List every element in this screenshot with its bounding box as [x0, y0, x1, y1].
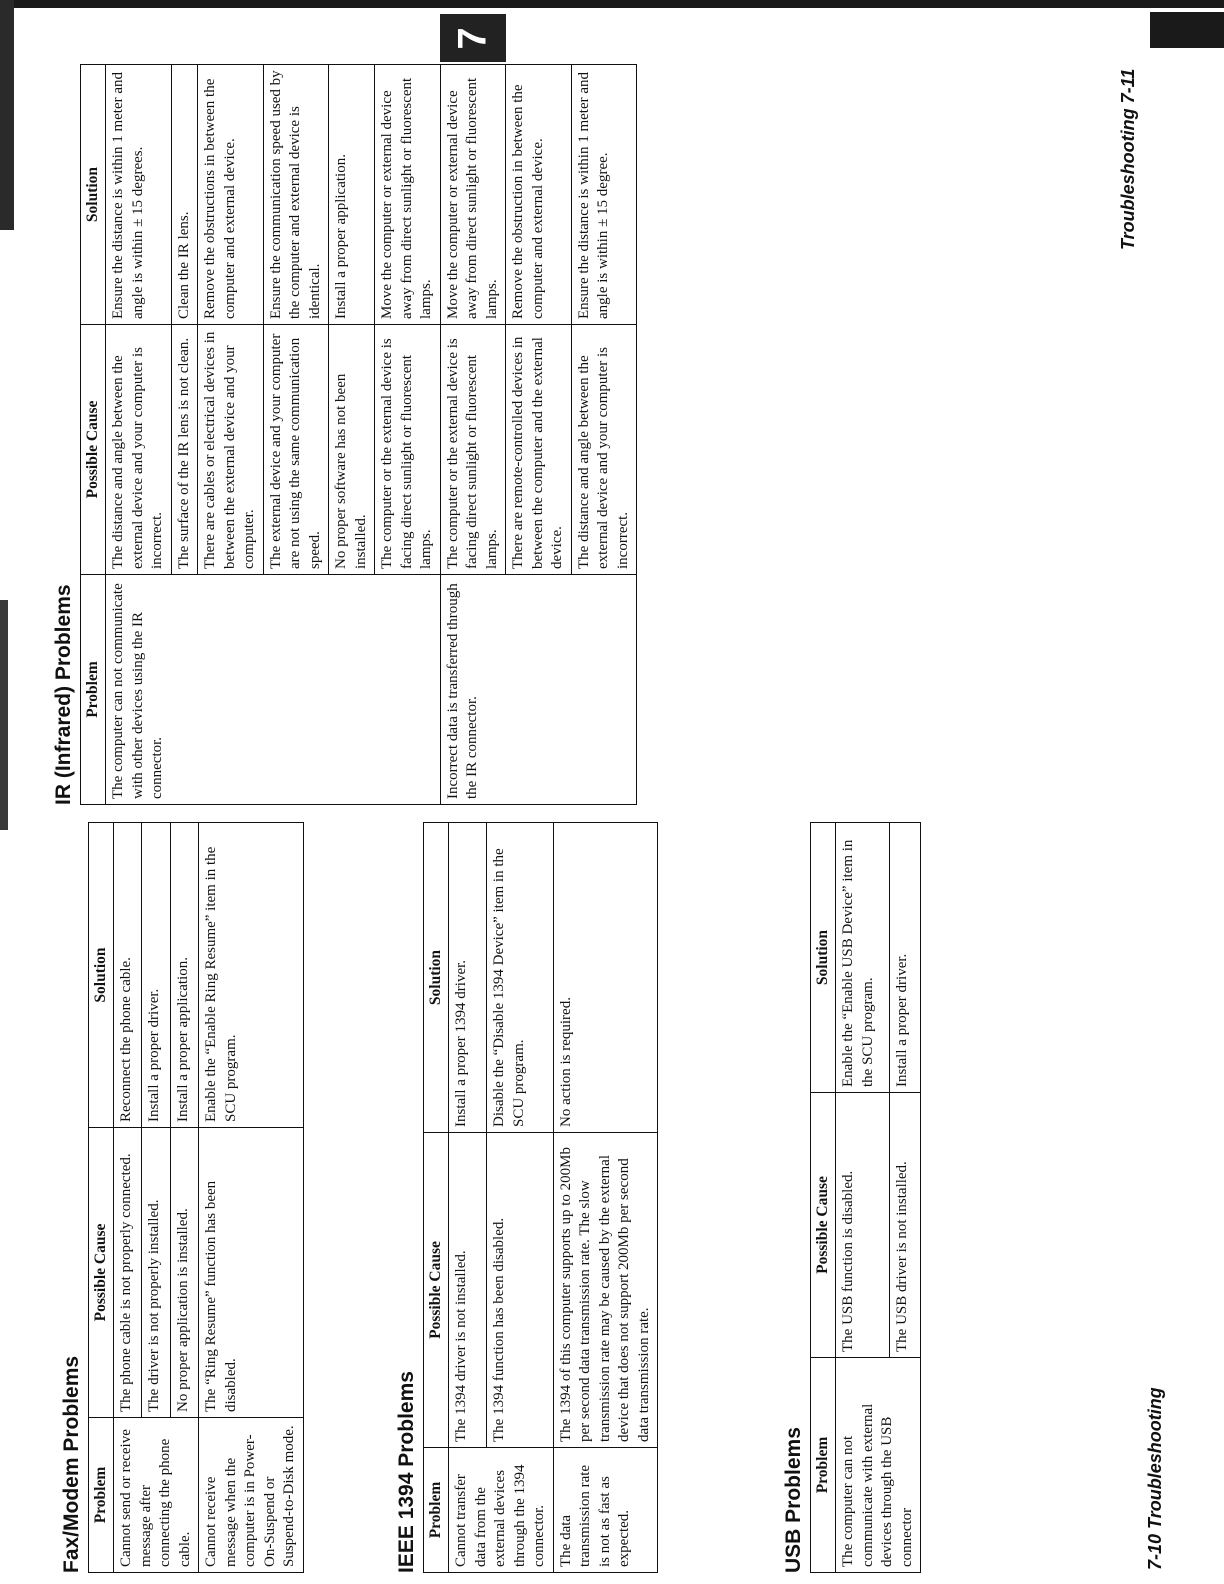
table-row [836, 823, 890, 1573]
solution-cell: Clean the IR lens. [171, 65, 198, 325]
solution-cell: Ensure the distance is within 1 meter and angle is within ± 15 degrees. [106, 65, 172, 325]
solution-cell: Install a proper driver. [142, 823, 170, 1128]
right-page-footer: Troubleshooting 7-11 [1118, 68, 1138, 250]
ir-header-solution: Solution [81, 65, 106, 325]
cause-cell: There are remote-controlled devices in between the computer and the external device. [506, 325, 572, 575]
cause-cell: The computer or the external device is facing direct sunlight or fluorescent lamps. [440, 325, 506, 575]
solution-cell: Disable the “Disable 1394 Device” item in the SCU program. [487, 823, 553, 1133]
solution-cell: Move the computer or external device away from direct sunlight or fluorescent lamps. [440, 65, 506, 325]
usb-header-problem: Problem [811, 1358, 836, 1573]
cause-cell: The external device and your computer are not using the same communication speed. [263, 325, 329, 575]
cause-cell: The USB function is disabled. [836, 1093, 890, 1358]
solution-cell: Reconnect the phone cable. [114, 823, 142, 1128]
ieee-table [423, 822, 658, 1573]
fax-title: Fax/Modem Problems [60, 1355, 83, 1573]
problem-cell: Cannot receive message when the computer is in Power-On-Suspend or Suspend-to-Disk mode. [199, 1418, 304, 1573]
ir-table [80, 64, 637, 805]
solution-cell: Enable the “Enable USB Device” item in the SCU program. [836, 823, 890, 1093]
cause-cell: The phone cable is not properly connected. [114, 1128, 142, 1418]
ieee-section [395, 822, 658, 1573]
ir-title: IR (Infrared) Problems [52, 584, 75, 805]
usb-table [810, 822, 921, 1573]
cause-cell: The surface of the IR lens is not clean. [171, 325, 198, 575]
ieee-title: IEEE 1394 Problems [395, 1371, 418, 1573]
problem-cell: The computer can not communicate with external devices through the USB connector [836, 1358, 921, 1573]
ir-header-problem: Problem [81, 575, 106, 805]
cause-cell: The 1394 driver is not installed. [449, 1133, 487, 1448]
table-row [449, 823, 487, 1573]
problem-cell: Incorrect data is transferred through the IR connector. [440, 575, 637, 805]
problem-cell: Cannot send or receive message after connecting the phone cable. [114, 1418, 199, 1573]
usb-header-cause: Possible Cause [811, 1093, 836, 1358]
cause-cell: The “Ring Resume” function has been disabled. [199, 1128, 304, 1418]
problem-cell: Cannot transfer data from the external devices through the 1394 connector. [449, 1448, 554, 1573]
cause-cell: No proper software has not been installed. [329, 325, 375, 575]
chapter-number: 7 [450, 26, 495, 50]
problem-cell: The data transmission rate is not as fast as expected. [553, 1448, 658, 1573]
fax-header-solution: Solution [89, 823, 114, 1128]
cause-cell: There are cables or electrical devices in between the external device and your computer. [198, 325, 264, 575]
fax-header-problem: Problem [89, 1418, 114, 1573]
table-row [553, 823, 658, 1573]
cause-cell: The distance and angle between the external device and your computer is incorrect. [571, 325, 637, 575]
ieee-header-solution: Solution [424, 823, 449, 1133]
solution-cell: No action is required. [553, 823, 658, 1133]
problem-cell: The computer can not communicate with other devices using the IR connector. [106, 575, 441, 805]
usb-section [782, 822, 921, 1573]
page-edge-tab [1150, 12, 1224, 48]
table-row [199, 823, 304, 1573]
cause-cell: The 1394 of this computer supports up to 200Mb per second data transmission rate. The slow transmission rate may be caused by the external device that does not support 200Mb per second data transmission rate. [553, 1133, 658, 1448]
solution-cell: Ensure the distance is within 1 meter and angle is within ± 15 degree. [571, 65, 637, 325]
usb-header-solution: Solution [811, 823, 836, 1093]
table-row [114, 823, 142, 1573]
solution-cell: Install a proper 1394 driver. [449, 823, 487, 1133]
cause-cell: The distance and angle between the external device and your computer is incorrect. [106, 325, 172, 575]
scan-edge-top [0, 0, 1224, 8]
usb-header-row [811, 823, 836, 1573]
table-row [440, 65, 506, 805]
ieee-header-row [424, 823, 449, 1573]
solution-cell: Install a proper driver. [890, 823, 921, 1093]
table-row [106, 65, 172, 805]
solution-cell: Move the computer or external device away from direct sunlight or fluorescent lamps. [375, 65, 441, 325]
solution-cell: Remove the obstruction in between the computer and external device. [506, 65, 572, 325]
ieee-header-cause: Possible Cause [424, 1133, 449, 1448]
scan-edge-left-lower [0, 600, 8, 830]
cause-cell: The driver is not properly installed. [142, 1128, 170, 1418]
solution-cell: Remove the obstructions in between the computer and external device. [198, 65, 264, 325]
cause-cell: The 1394 function has been disabled. [487, 1133, 553, 1448]
ir-header-row [81, 65, 106, 805]
ieee-header-problem: Problem [424, 1448, 449, 1573]
cause-cell: The computer or the external device is facing direct sunlight or fluorescent lamps. [375, 325, 441, 575]
ir-section [52, 64, 637, 805]
fax-table [88, 822, 304, 1573]
scan-edge-left [0, 0, 14, 230]
usb-title: USB Problems [782, 1427, 805, 1573]
fax-header-cause: Possible Cause [89, 1128, 114, 1418]
solution-cell: Install a proper application. [329, 65, 375, 325]
solution-cell: Enable the “Enable Ring Resume” item in the SCU program. [199, 823, 304, 1128]
chapter-tab [440, 14, 506, 62]
fax-header-row [89, 823, 114, 1573]
fax-section [60, 822, 304, 1573]
solution-cell: Install a proper application. [170, 823, 198, 1128]
ir-header-cause: Possible Cause [81, 325, 106, 575]
left-page-footer: 7-10 Troubleshooting [1145, 1387, 1165, 1570]
cause-cell: The USB driver is not installed. [890, 1093, 921, 1358]
cause-cell: No proper application is installed. [170, 1128, 198, 1418]
solution-cell: Ensure the communication speed used by the computer and external device is identical. [263, 65, 329, 325]
